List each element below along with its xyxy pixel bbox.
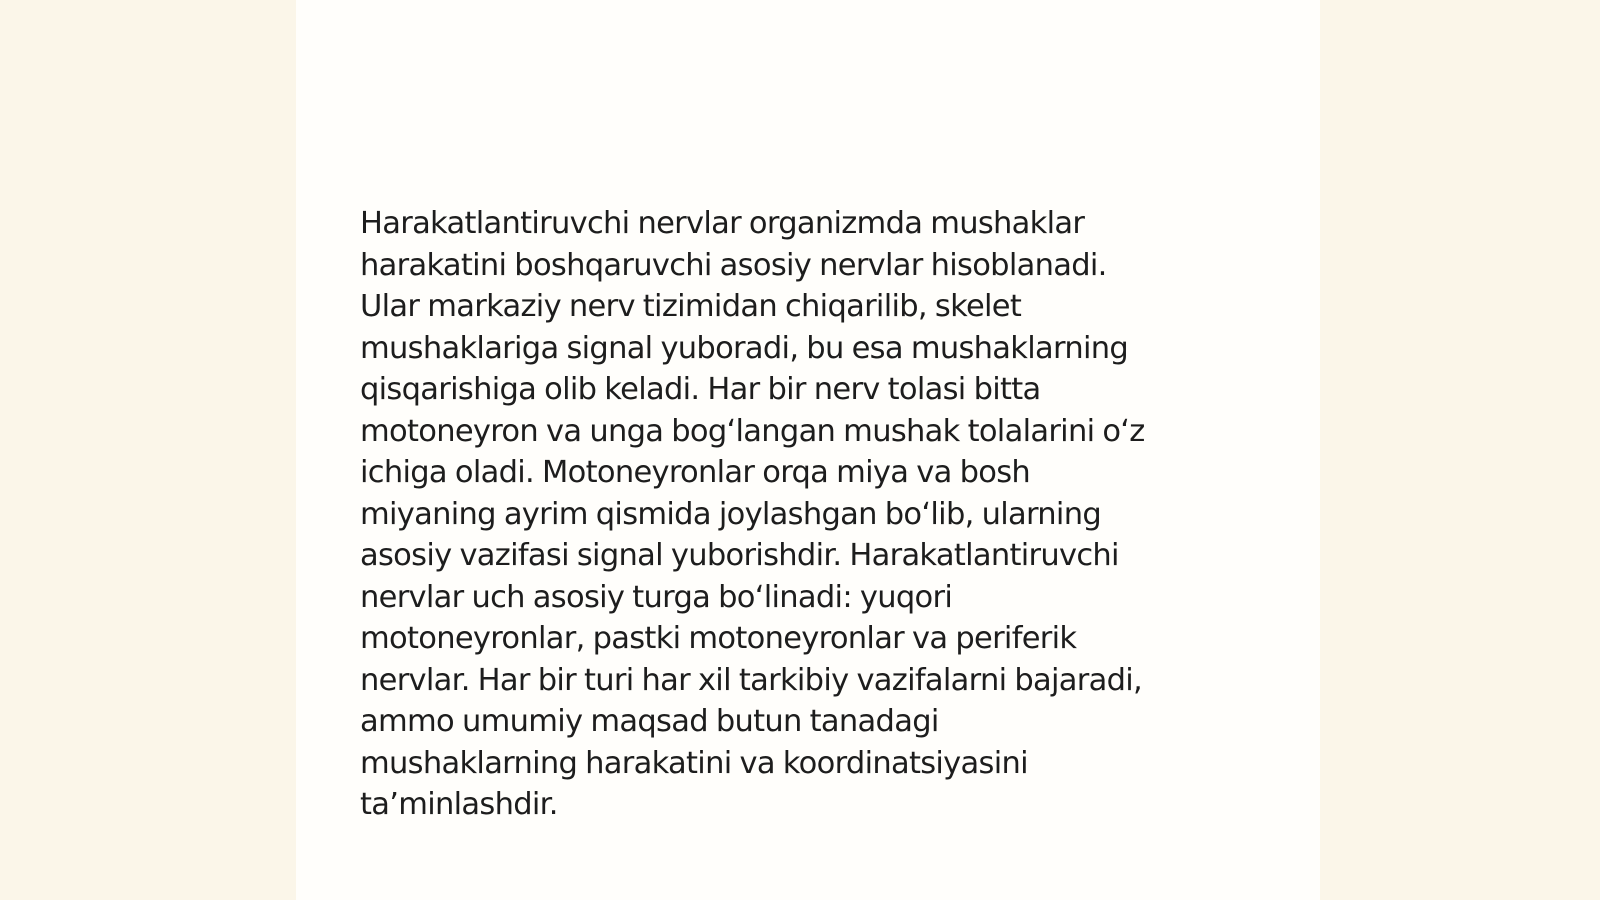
document-page [296, 0, 1320, 900]
body-paragraph [360, 203, 1260, 826]
paragraph-line: Ular markaziy nerv tizimidan chiqarilib, skelet [360, 289, 1022, 324]
paragraph-line: nervlar. Har bir turi har xil tarkibiy vazifalarni bajaradi, [360, 662, 1143, 698]
paragraph-line: harakatini boshqaruvchi asosiy nervlar hisoblanadi. [360, 247, 1107, 283]
paragraph-line: nervlar uch asosiy turga bo‘linadi: yuqori [360, 579, 953, 615]
paragraph-line: ta’minlashdir. [360, 787, 558, 822]
paragraph-line: asosiy vazifasi signal yuborishdir. Harakatlantiruvchi [360, 538, 1119, 573]
paragraph-line: miyaning ayrim qismida joylashgan bo‘lib, ularning [360, 496, 1101, 532]
paragraph-line: ichiga oladi. Motoneyronlar orqa miya va bosh [360, 455, 1031, 490]
paragraph-line: mushaklariga signal yuboradi, bu esa mushaklarning [360, 330, 1129, 366]
paragraph-line: motoneyron va unga bog‘langan mushak tolalarini o‘z [360, 413, 1145, 449]
paragraph-line: ammo umumiy maqsad butun tanadagi [360, 704, 939, 739]
paragraph-line: qisqarishiga olib keladi. Har bir nerv tolasi bitta [360, 372, 1041, 407]
paragraph-line: motoneyronlar, pastki motoneyronlar va periferik [360, 621, 1077, 656]
paragraph-line: Harakatlantiruvchi nervlar organizmda mushaklar [360, 206, 1085, 241]
paragraph-line: mushaklarning harakatini va koordinatsiyasini [360, 745, 1028, 781]
